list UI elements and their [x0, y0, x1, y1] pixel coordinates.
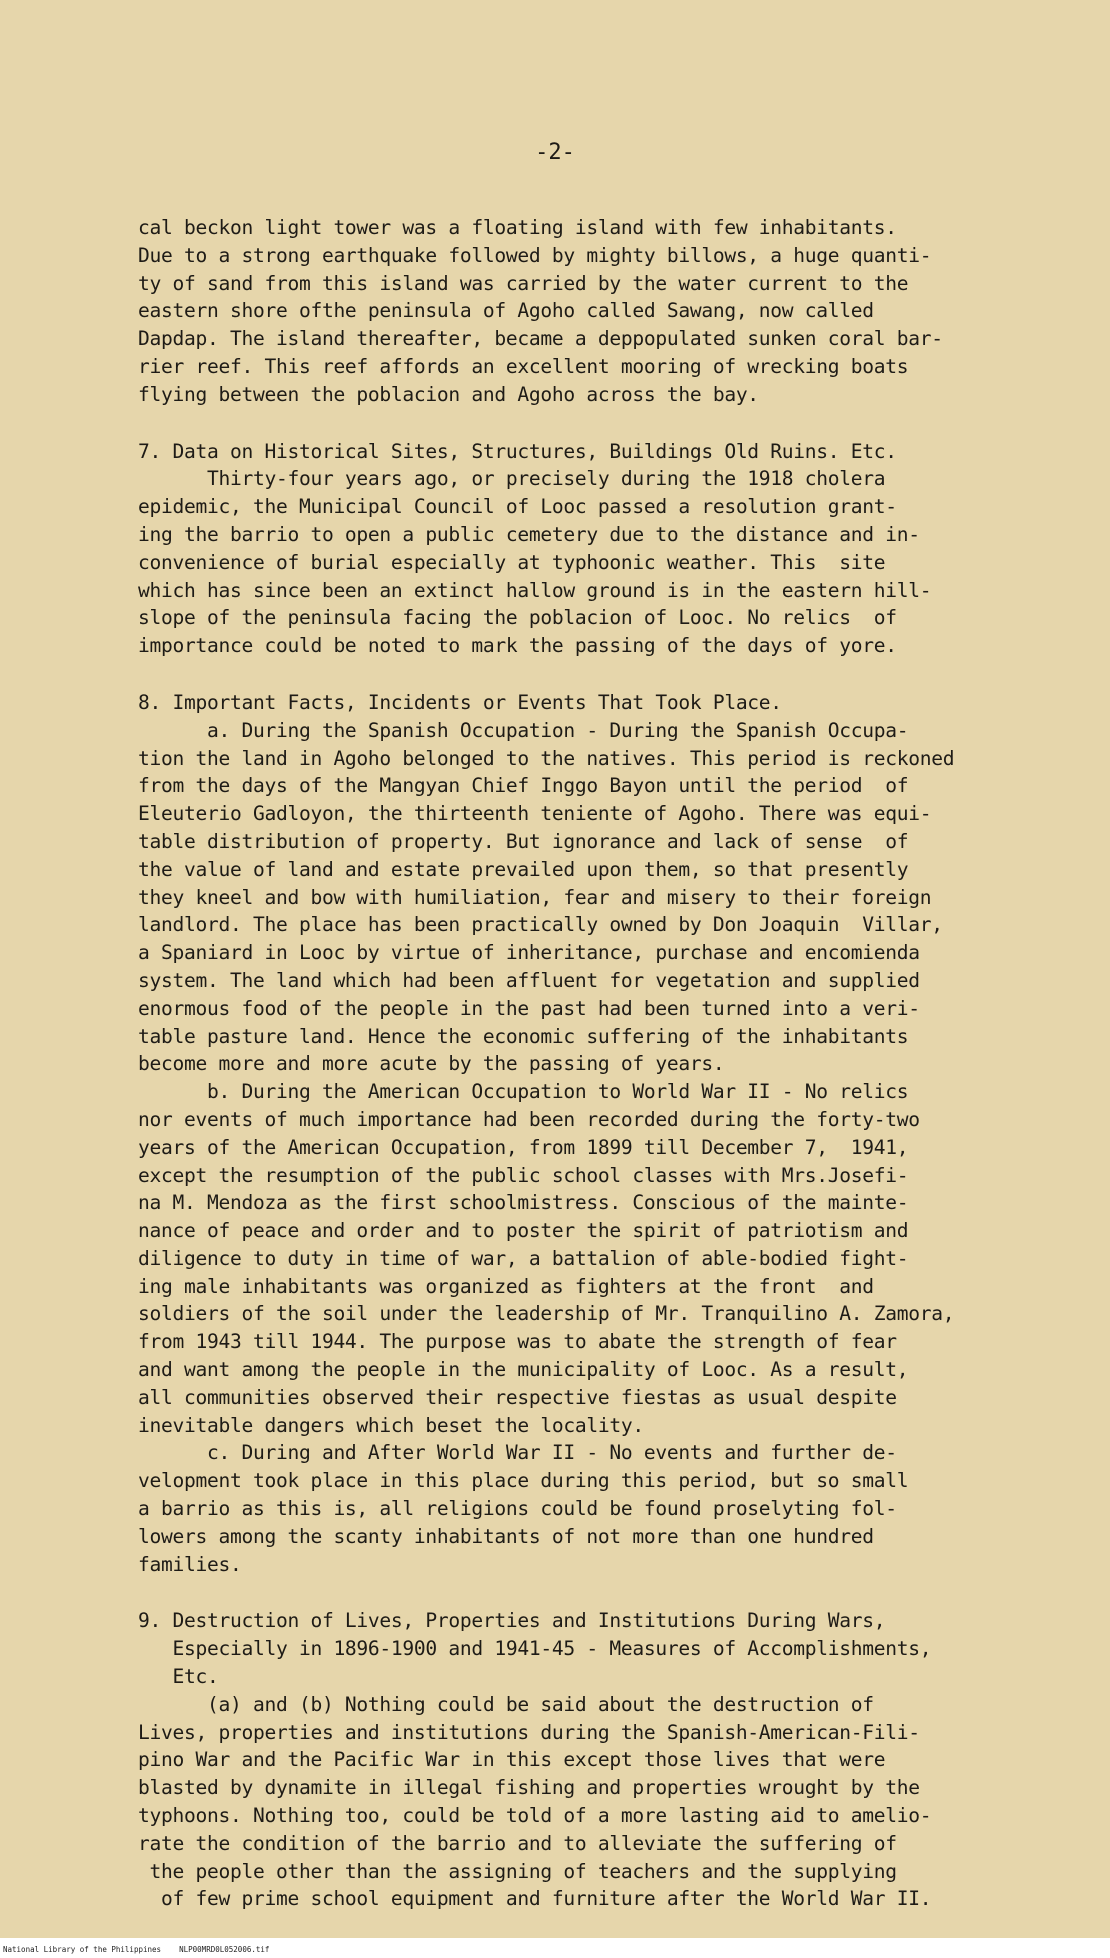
text-line: typhoons. Nothing too, could be told of a more lasting aid to amelio-	[138, 1804, 932, 1828]
text-line: flying between the poblacion and Agoho across the bay.	[138, 382, 759, 406]
text-line: the people other than the assigning of teachers and the supplying	[138, 1859, 897, 1883]
text-line: ing the barrio to open a public cemetery due to the distance and in-	[138, 522, 920, 546]
text-line: table pasture land. Hence the economic suffering of the inhabitants	[138, 1024, 909, 1048]
text-line: importance could be noted to mark the passing of the days of yore.	[138, 634, 897, 658]
text-line: c. During and After World War II - No events and further de-	[138, 1441, 897, 1465]
text-line: from 1943 till 1944. The purpose was to abate the strength of fear	[138, 1330, 897, 1354]
text-line: rier reef. This reef affords an excellent mooring of wrecking boats	[138, 354, 909, 378]
archive-footer: National Library of the Philippines NLP00MRD0L052006.tif	[3, 1945, 270, 1954]
section-9-destruction	[138, 1607, 1068, 1913]
text-line: inevitable dangers which beset the locality.	[138, 1413, 644, 1437]
section-heading: Especially in 1896-1900 and 1941-45 - Measures of Accomplishments,	[138, 1637, 932, 1661]
text-line: a Spaniard in Looc by virtue of inheritance, purchase and encomienda	[138, 941, 920, 965]
section-heading: Etc.	[138, 1665, 219, 1689]
text-line: nance of peace and order and to poster the spirit of patriotism and	[138, 1219, 909, 1243]
text-line: a. During the Spanish Occupation - During the Spanish Occupa-	[138, 718, 909, 742]
section-heading: 7. Data on Historical Sites, Structures, Buildings Old Ruins. Etc.	[138, 439, 897, 463]
text-line: enormous food of the people in the past had been turned into a veri-	[138, 996, 920, 1020]
text-line: velopment took place in this place during this period, but so small	[138, 1469, 909, 1493]
text-line: they kneel and bow with humiliation, fear and misery to their foreign	[138, 885, 932, 909]
text-line: and want among the people in the municipality of Looc. As a result,	[138, 1358, 909, 1382]
text-line: years of the American Occupation, from 1899 till December 7, 1941,	[138, 1135, 909, 1159]
text-line: ty of sand from this island was carried by the water current to the	[138, 271, 909, 295]
text-line: a barrio as this is, all religions could be found proselyting fol-	[138, 1497, 897, 1521]
text-line: b. During the American Occupation to World War II - No relics	[138, 1080, 909, 1104]
paragraph-intro	[138, 214, 1068, 409]
text-line: lowers among the scanty inhabitants of not more than one hundred	[138, 1524, 874, 1548]
text-line: Thirty-four years ago, or precisely during the 1918 cholera	[138, 467, 886, 491]
text-line: Eleuterio Gadloyon, the thirteenth teniente of Agoho. There was equi-	[138, 802, 932, 826]
text-line: slope of the peninsula facing the poblacion of Looc. No relics of	[138, 606, 897, 630]
text-line: become more and more acute by the passing of years.	[138, 1052, 725, 1076]
text-line: table distribution of property. But ignorance and lack of sense of	[138, 829, 909, 853]
section-heading: 8. Important Facts, Incidents or Events That Took Place.	[138, 690, 782, 714]
text-line: from the days of the Mangyan Chief Inggo Bayon until the period of	[138, 774, 909, 798]
text-line: convenience of burial especially at typhoonic weather. This site	[138, 550, 886, 574]
text-line: landlord. The place has been practically owned by Don Joaquin Villar,	[138, 913, 943, 937]
text-line: Lives, properties and institutions during the Spanish-American-Fili-	[138, 1720, 920, 1744]
text-line: eastern shore ofthe peninsula of Agoho called Sawang, now called	[138, 299, 874, 323]
text-line: the value of land and estate prevailed upon them, so that presently	[138, 857, 909, 881]
text-line: Dapdap. The island thereafter, became a deppopulated sunken coral bar-	[138, 327, 943, 351]
section-7-historical-sites	[138, 438, 1068, 660]
text-line: except the resumption of the public school classes with Mrs.Josefi-	[138, 1163, 909, 1187]
text-line: Due to a strong earthquake followed by mighty billows, a huge quanti-	[138, 243, 932, 267]
text-line: rate the condition of the barrio and to alleviate the suffering of	[138, 1831, 897, 1855]
text-line: of few prime school equipment and furniture after the World War II.	[138, 1887, 932, 1911]
text-line: tion the land in Agoho belonged to the natives. This period is reckoned	[138, 746, 955, 770]
text-line: nor events of much importance had been recorded during the forty-two	[138, 1107, 920, 1131]
section-heading: 9. Destruction of Lives, Properties and Institutions During Wars,	[138, 1609, 886, 1633]
text-line: soldiers of the soil under the leadership of Mr. Tranquilino A. Zamora,	[138, 1302, 955, 1326]
text-line: epidemic, the Municipal Council of Looc passed a resolution grant-	[138, 495, 897, 519]
page-number: -2-	[535, 140, 575, 165]
text-line: all communities observed their respective fiestas as usual despite	[138, 1385, 897, 1409]
text-line: system. The land which had been affluent for vegetation and supplied	[138, 968, 920, 992]
text-line: na M. Mendoza as the first schoolmistress. Conscious of the mainte-	[138, 1191, 909, 1215]
document-body	[138, 214, 1068, 1913]
text-line: which has since been an extinct hallow ground is in the eastern hill-	[138, 578, 932, 602]
text-line: (a) and (b) Nothing could be said about the destruction of	[138, 1692, 874, 1716]
text-line: ing male inhabitants was organized as fighters at the front and	[138, 1274, 874, 1298]
text-line: diligence to duty in time of war, a battalion of able-bodied fight-	[138, 1246, 909, 1270]
text-line: blasted by dynamite in illegal fishing and properties wrought by the	[138, 1776, 920, 1800]
section-8-important-facts	[138, 689, 1068, 1579]
text-line: families.	[138, 1552, 242, 1576]
text-line: cal beckon light tower was a floating island with few inhabitants.	[138, 216, 897, 239]
text-line: pino War and the Pacific War in this except those lives that were	[138, 1748, 886, 1772]
